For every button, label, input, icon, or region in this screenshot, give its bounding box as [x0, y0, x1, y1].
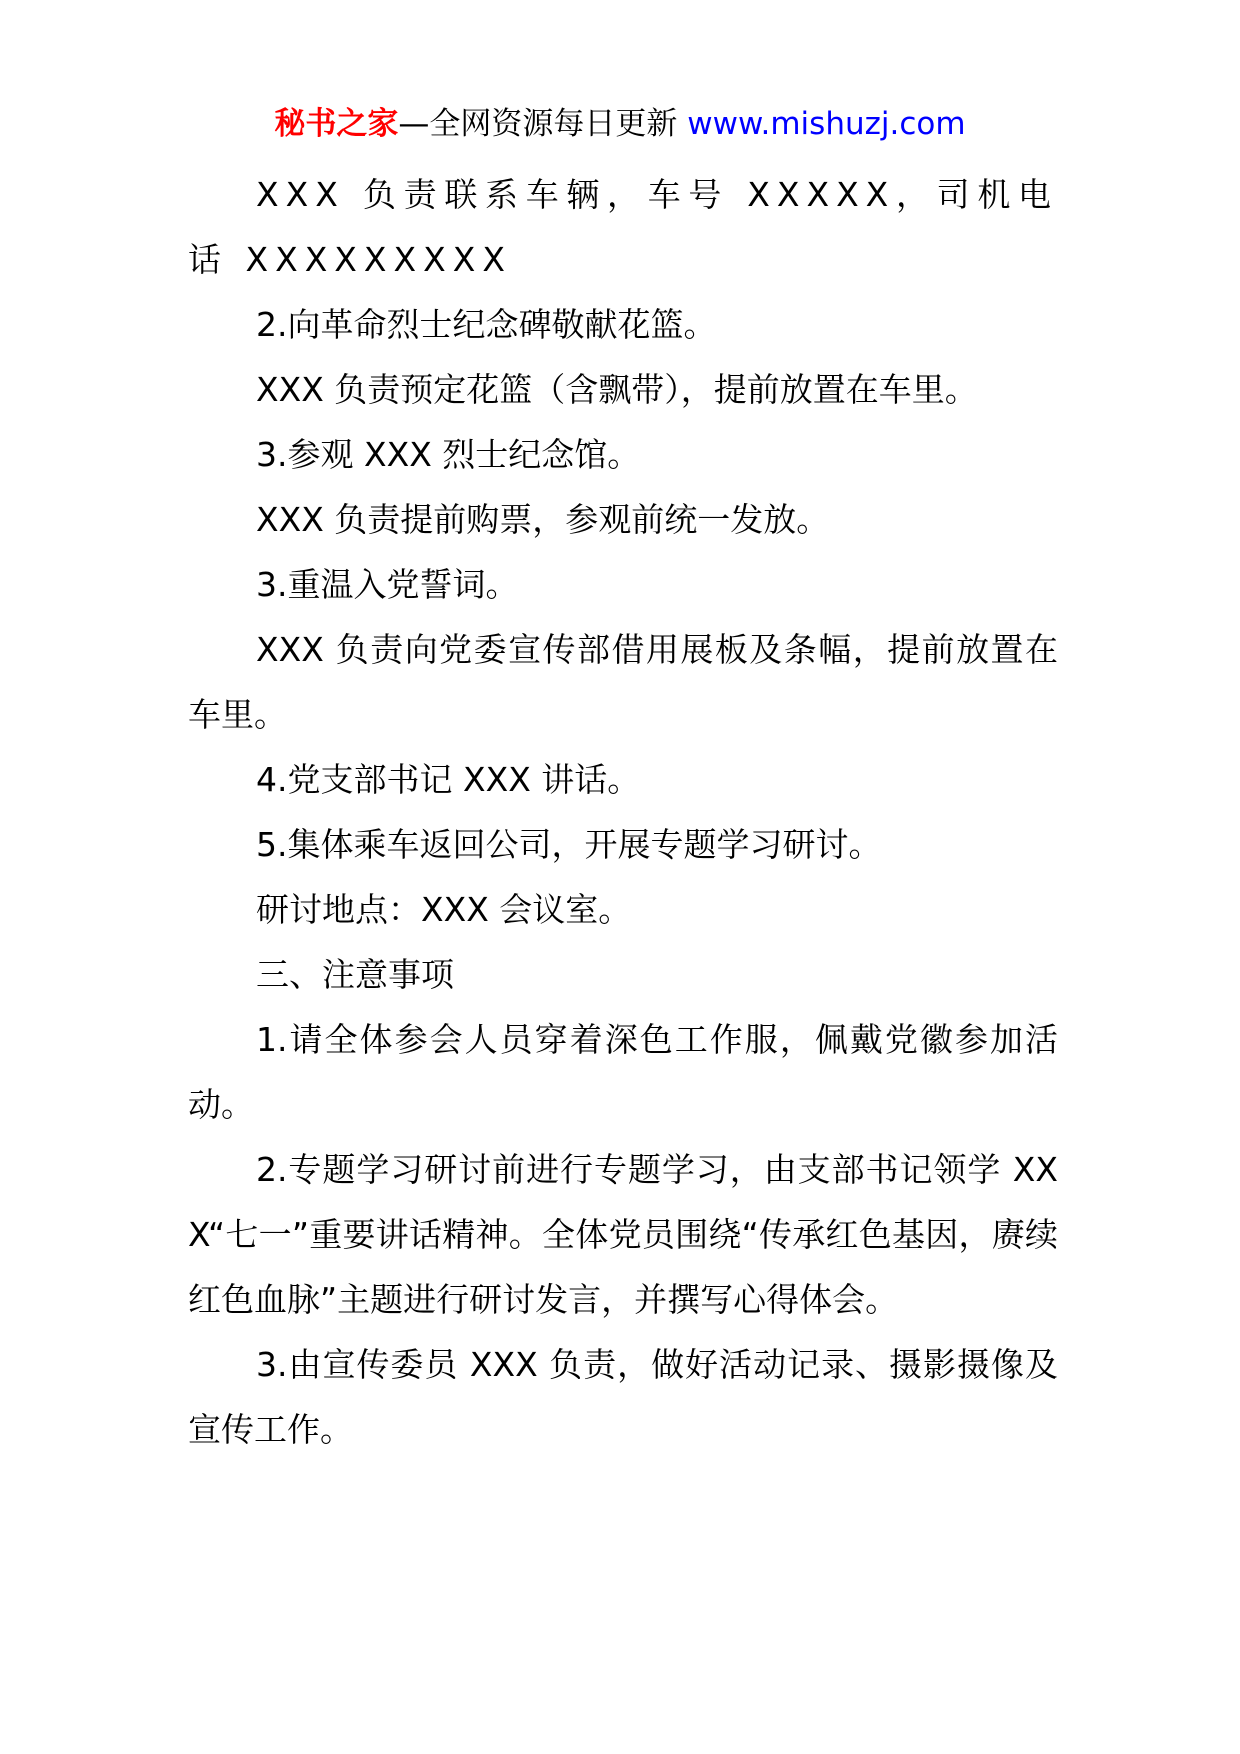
paragraph-note-2: 2.专题学习研讨前进行专题学习，由支部书记领学 XXX“七一”重要讲话精神。全体党员围绕“传承红色基因，赓续红色血脉”主题进行研讨发言，并撰写心得体会。	[188, 1150, 1058, 1319]
paragraph-basket: XXX 负责预定花篮（含飘带），提前放置在车里。	[256, 370, 978, 409]
section-heading-notes: 三、注意事项	[256, 955, 454, 994]
paragraph-item-3-visit: 3.参观 XXX 烈士纪念馆。	[256, 435, 641, 474]
header-brand: 秘书之家	[274, 106, 399, 142]
paragraph-item-5: 5.集体乘车返回公司，开展专题学习研讨。	[256, 825, 882, 864]
paragraph-item-3-oath: 3.重温入党誓词。	[256, 565, 519, 604]
paragraph-location: 研讨地点：XXX 会议室。	[256, 890, 632, 929]
page-header	[0, 100, 1240, 148]
header-url-link[interactable]: www.mishuzj.com	[687, 106, 966, 142]
paragraph-note-3: 3.由宣传委员 XXX 负责，做好活动记录、摄影摄像及宣传工作。	[188, 1345, 1058, 1449]
paragraph-tickets: XXX 负责提前购票，参观前统一发放。	[256, 500, 830, 539]
document-body	[188, 162, 1058, 1462]
paragraph-vehicle: XXX 负责联系车辆，车号 XXXXX，司机电话 XXXXXXXXX	[188, 175, 1058, 279]
paragraph-item-4: 4.党支部书记 XXX 讲话。	[256, 760, 641, 799]
paragraph-note-1: 1.请全体参会人员穿着深色工作服，佩戴党徽参加活动。	[188, 1020, 1058, 1124]
paragraph-banner: XXX 负责向党委宣传部借用展板及条幅，提前放置在车里。	[188, 630, 1058, 734]
header-tagline: —全网资源每日更新	[398, 106, 688, 142]
paragraph-item-2: 2.向革命烈士纪念碑敬献花篮。	[256, 305, 717, 344]
